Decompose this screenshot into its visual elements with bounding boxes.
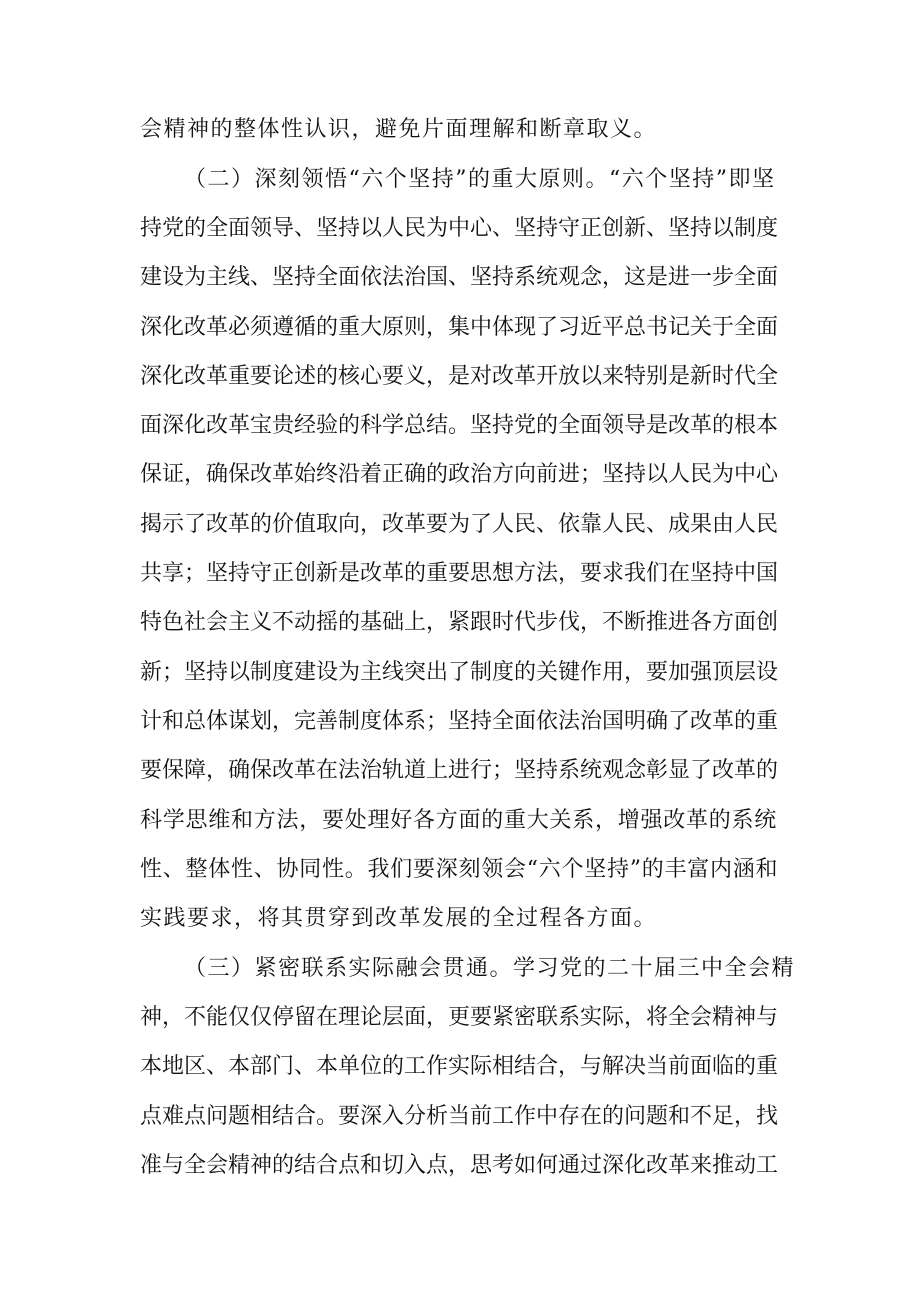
paragraph-heading-2: （二）深刻领悟“六个坚持”的重大原则。“六个坚持”即坚: [184, 167, 776, 192]
text-line: 性、整体性、协同性。我们要深刻领会“六个坚持”的丰富内涵和: [140, 857, 779, 882]
text-line: 会精神的整体性认识，避免片面理解和断章取义。: [140, 117, 658, 142]
text-line: 深化改革必须遵循的重大原则，集中体现了习近平总书记关于全面: [140, 315, 779, 340]
text-line: 计和总体谋划，完善制度体系；坚持全面依法治国明确了改革的重: [140, 709, 779, 734]
text-line: 深化改革重要论述的核心要义，是对改革开放以来特别是新时代全: [140, 364, 779, 389]
text-line: 面深化改革宝贵经验的科学总结。坚持党的全面领导是改革的根本: [140, 413, 779, 438]
text-line: 科学思维和方法，要处理好各方面的重大关系，增强改革的系统: [140, 808, 778, 833]
text-line: 持党的全面领导、坚持以人民为中心、坚持守正创新、坚持以制度: [140, 216, 779, 241]
text-line: 特色社会主义不动摇的基础上，紧跟时代步伐，不断推进各方面创: [140, 610, 779, 635]
text-line: 要保障，确保改革在法治轨道上进行；坚持系统观念彰显了改革的: [140, 758, 779, 783]
text-line: 神，不能仅仅停留在理论层面，更要紧密联系实际，将全会精神与: [140, 1005, 779, 1030]
text-line: 本地区、本部门、本单位的工作实际相结合，与解决当前面临的重: [140, 1054, 779, 1079]
text-line: 实践要求，将其贯穿到改革发展的全过程各方面。: [140, 906, 658, 931]
text-line: 建设为主线、坚持全面依法治国、坚持系统观念，这是进一步全面: [140, 265, 779, 290]
text-line: 共享；坚持守正创新是改革的重要思想方法，要求我们在坚持中国: [140, 561, 779, 586]
text-line: 点难点问题相结合。要深入分析当前工作中存在的问题和不足，找: [140, 1104, 779, 1129]
text-line: 揭示了改革的价值取向，改革要为了人民、依靠人民、成果由人民: [140, 512, 779, 537]
text-line: 保证，确保改革始终沿着正确的政治方向前进；坚持以人民为中心: [140, 462, 779, 487]
text-line: 新；坚持以制度建设为主线突出了制度的关键作用，要加强顶层设: [140, 660, 779, 685]
paragraph-heading-3: （三）紧密联系实际融会贯通。学习党的二十届三中全会精: [184, 956, 796, 981]
text-line: 准与全会精神的结合点和切入点，思考如何通过深化改革来推动工: [140, 1153, 779, 1178]
